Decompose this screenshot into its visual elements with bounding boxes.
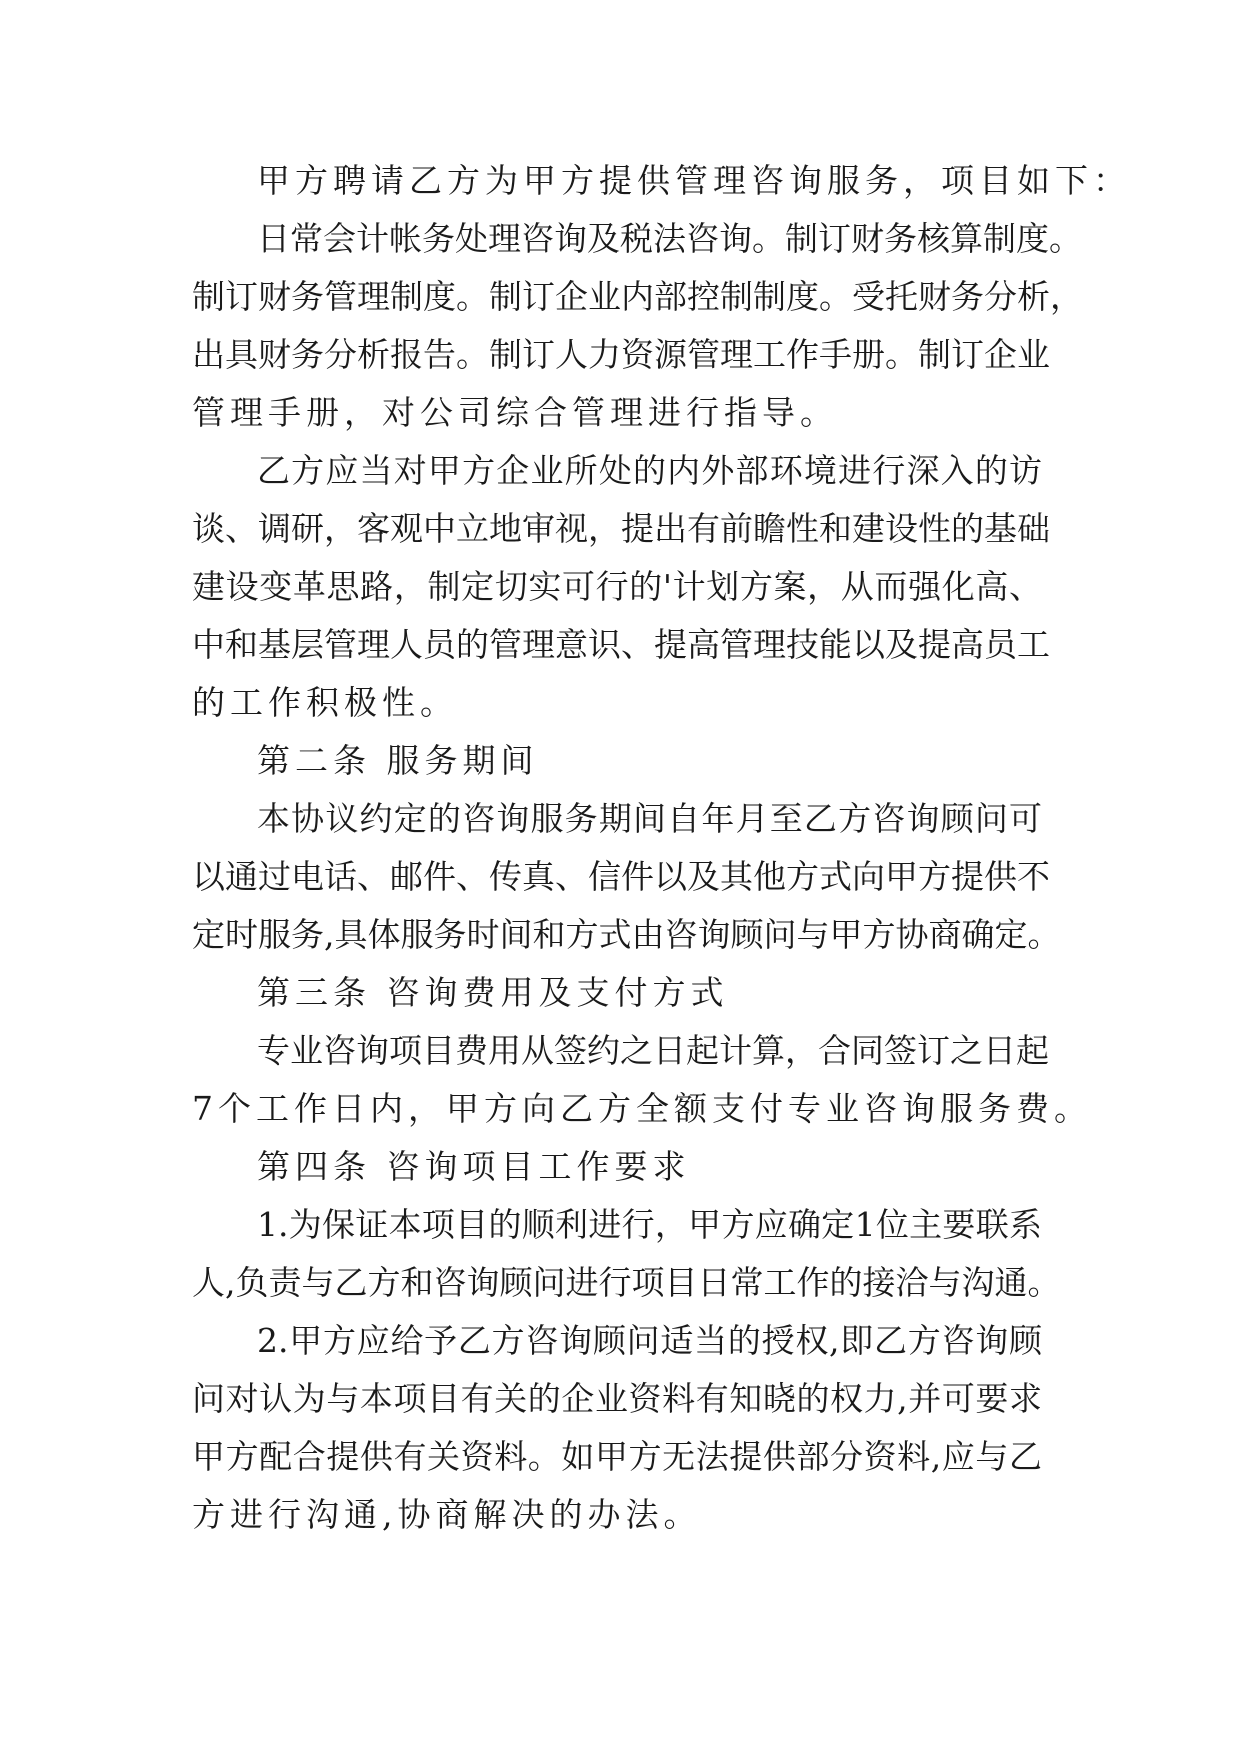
text-line: 以通过电话、邮件、传真、信件以及其他方式向甲方提供不: [192, 857, 1050, 896]
text-line: 方进行沟通,协商解决的办法。: [192, 1495, 702, 1534]
text-line: 管理手册，对公司综合管理进行指导。: [192, 393, 838, 432]
text-line: 甲方配合提供有关资料。如甲方无法提供部分资料,应与乙: [192, 1437, 1042, 1476]
text-line: 人,负责与乙方和咨询顾问进行项目日常工作的接洽与沟通。: [192, 1263, 1061, 1302]
text-line: 定时服务,具体服务时间和方式由咨询顾问与甲方协商确定。: [192, 915, 1061, 954]
text-line: 建设变革思路，制定切实可行的'计划方案，从而强化高、: [192, 567, 1042, 606]
text-line: 本协议约定的咨询服务期间自年月至乙方咨询顾问可: [257, 799, 1042, 838]
text-line: 制订财务管理制度。制订企业内部控制制度。受托财务分析，: [192, 277, 1083, 316]
text-line: 乙方应当对甲方企业所处的内外部环境进行深入的访: [257, 451, 1042, 490]
text-line: 7个工作日内，甲方向乙方全额支付专业咨询服务费。: [192, 1089, 1092, 1128]
text-line: 出具财务分析报告。制订人力资源管理工作手册。制订企业: [192, 335, 1050, 374]
text-line: 专业咨询项目费用从签约之日起计算，合同签订之日起: [257, 1031, 1049, 1070]
section-heading: 第二条 服务期间: [257, 741, 539, 780]
text-line: 中和基层管理人员的管理意识、提高管理技能以及提高员工: [192, 625, 1050, 664]
text-line: 甲方聘请乙方为甲方提供管理咨询服务，项目如下：: [257, 161, 1131, 200]
text-line: 谈、调研，客观中立地审视，提出有前瞻性和建设性的基础: [192, 509, 1050, 548]
text-line: 问对认为与本项目有关的企业资料有知晓的权力,并可要求: [192, 1379, 1042, 1418]
text-line: 2.甲方应给予乙方咨询顾问适当的授权,即乙方咨询顾: [257, 1321, 1042, 1360]
section-heading: 第三条 咨询费用及支付方式: [257, 973, 729, 1012]
text-line: 1.为保证本项目的顺利进行，甲方应确定1位主要联系: [257, 1205, 1042, 1244]
section-heading: 第四条 咨询项目工作要求: [257, 1147, 691, 1186]
text-line: 日常会计帐务处理咨询及税法咨询。制订财务核算制度。: [257, 219, 1082, 258]
text-line: 的工作积极性。: [192, 683, 458, 722]
